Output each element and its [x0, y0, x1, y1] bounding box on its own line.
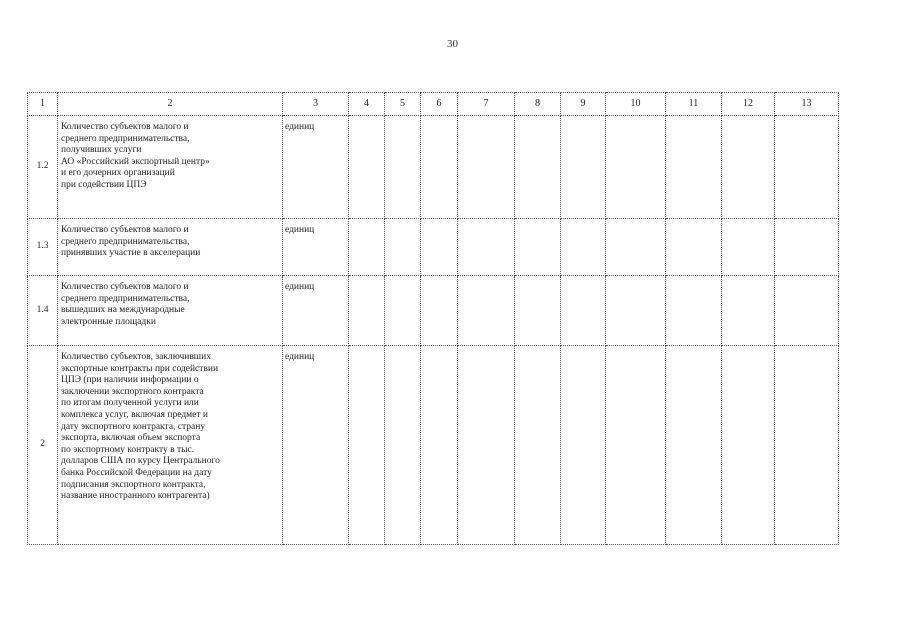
- empty-cell: [458, 219, 515, 276]
- column-header: 10: [606, 93, 666, 116]
- table-row: [28, 276, 839, 346]
- row-number: 1.2: [28, 116, 58, 219]
- empty-cell: [561, 276, 606, 346]
- column-header: 6: [421, 93, 458, 116]
- column-header: 12: [722, 93, 775, 116]
- empty-cell: [385, 346, 421, 545]
- empty-cell: [722, 219, 775, 276]
- column-header: 9: [561, 93, 606, 116]
- empty-cell: [666, 116, 722, 219]
- empty-cell: [421, 219, 458, 276]
- empty-cell: [458, 276, 515, 346]
- table-row: [28, 219, 839, 276]
- empty-cell: [515, 116, 561, 219]
- empty-cell: [458, 346, 515, 545]
- row-description: Количество субъектов, заключивших экспортные контракты при содействии ЦПЭ (при наличии информации о заключении экспортного контракта по итогам полученной услуги или комплекса услуг, включая предмет и дату экспортного контракта, страну экспорта, включая объем экспорта по экспортному контракту в тыс. долларов США по курсу Центрального банка Российской Федерации на дату подписания экспортного контракта, название иностранного контрагента): [58, 346, 283, 545]
- row-number: 1.4: [28, 276, 58, 346]
- column-header: 1: [28, 93, 58, 116]
- empty-cell: [385, 276, 421, 346]
- empty-cell: [349, 116, 385, 219]
- column-header: 8: [515, 93, 561, 116]
- table-row: [28, 116, 839, 219]
- empty-cell: [666, 219, 722, 276]
- row-unit: единиц: [283, 346, 349, 545]
- empty-cell: [421, 346, 458, 545]
- column-header: 5: [385, 93, 421, 116]
- empty-cell: [349, 346, 385, 545]
- empty-cell: [458, 116, 515, 219]
- column-header: 3: [283, 93, 349, 116]
- empty-cell: [666, 276, 722, 346]
- empty-cell: [515, 276, 561, 346]
- empty-cell: [385, 219, 421, 276]
- column-header: 4: [349, 93, 385, 116]
- column-header: 11: [666, 93, 722, 116]
- row-description: Количество субъектов малого и среднего предпринимательства, получивших услуги АО «Российский экспортный центр» и его дочерних организаций при содействии ЦПЭ: [58, 116, 283, 219]
- column-header: 2: [58, 93, 283, 116]
- row-unit: единиц: [283, 219, 349, 276]
- empty-cell: [561, 219, 606, 276]
- column-header: 13: [775, 93, 839, 116]
- empty-cell: [606, 116, 666, 219]
- row-unit: единиц: [283, 276, 349, 346]
- empty-cell: [515, 346, 561, 545]
- empty-cell: [349, 219, 385, 276]
- data-table: [27, 92, 839, 545]
- empty-cell: [722, 346, 775, 545]
- empty-cell: [775, 346, 839, 545]
- empty-cell: [722, 276, 775, 346]
- row-number: 1.3: [28, 219, 58, 276]
- row-number: 2: [28, 346, 58, 545]
- empty-cell: [421, 276, 458, 346]
- header-row: [28, 93, 839, 116]
- empty-cell: [606, 346, 666, 545]
- empty-cell: [349, 276, 385, 346]
- empty-cell: [515, 219, 561, 276]
- table-row: [28, 346, 839, 545]
- row-description: Количество субъектов малого и среднего предпринимательства, вышедших на международные электронные площадки: [58, 276, 283, 346]
- page-number: 30: [447, 38, 458, 50]
- empty-cell: [666, 346, 722, 545]
- empty-cell: [722, 116, 775, 219]
- row-description: Количество субъектов малого и среднего предпринимательства, принявших участие в акселерации: [58, 219, 283, 276]
- empty-cell: [385, 116, 421, 219]
- column-header: 7: [458, 93, 515, 116]
- empty-cell: [606, 276, 666, 346]
- empty-cell: [775, 276, 839, 346]
- row-unit: единиц: [283, 116, 349, 219]
- empty-cell: [561, 346, 606, 545]
- empty-cell: [421, 116, 458, 219]
- empty-cell: [775, 116, 839, 219]
- empty-cell: [775, 219, 839, 276]
- empty-cell: [606, 219, 666, 276]
- empty-cell: [561, 116, 606, 219]
